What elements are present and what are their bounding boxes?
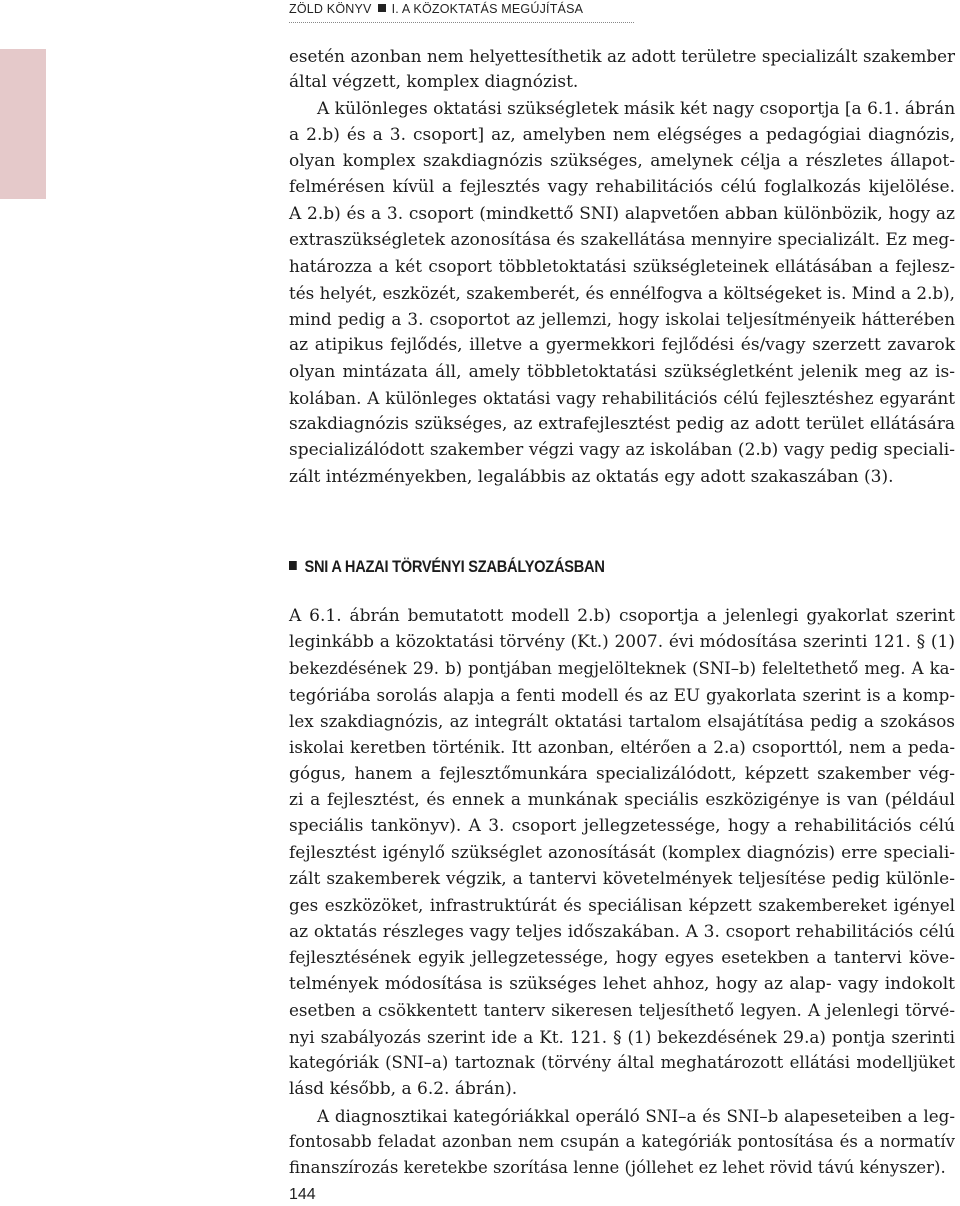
text-line: zált szakemberek végzik, a tantervi követelmények teljesítése pedig különle- [289,868,955,889]
text-line: finanszírozás keretekbe szorítása lenne (jóllehet ez lehet rövid távú kényszer). [289,1158,946,1178]
text-line: kategóriák (SNI–a) tartoznak (törvény által meghatározott ellátási modelljüket [289,1053,955,1073]
running-header-chapter: I. A KÖZOKTATÁS MEGÚJÍTÁSA [391,2,584,16]
running-header-book: ZÖLD KÖNYV [289,2,372,16]
text-line: az atipikus fejlődés, illetve a gyermekkori fejlődési és/vagy szerzett zavarok [289,335,955,356]
text-line: ges eszközöket, infrastruktúrát és speciálisan képzett szakembereket igényel [289,895,955,916]
text-line: fontosabb feladat azonban nem csupán a kategóriák pontosítása és a normatív [289,1131,955,1151]
text-line: lex szakdiagnózis, az integrált oktatási tartalom elsajátítása pedig a szokásos [289,711,955,732]
text-line: esetben a csökkentett tanterv sikeresen teljesíthető legyen. A jelenlegi törvé- [289,1000,955,1021]
text-line: fejlesztést igénylő szükséglet azonosítását (komplex diagnózis) erre speciali- [289,842,955,863]
text-line: A 6.1. ábrán bemutatott modell 2.b) csoportja a jelenlegi gyakorlat szerint [289,606,955,626]
section-heading [289,555,605,579]
text-line: szakdiagnózis szükséges, az extrafejlesztést pedig az adott terület ellátására [289,414,955,435]
text-line: zi a fejlesztést, és ennek a munkának speciális eszközigénye is van (például [289,790,955,811]
square-bullet-icon [378,4,386,12]
text-line: az oktatás részleges vagy teljes időszakában. A 3. csoport rehabilitációs célú [289,921,955,942]
running-header [289,2,634,23]
text-line: tegóriába sorolás alapja a fenti modell és az EU gyakorlata szerint is a komp- [289,684,955,705]
text-line: a 2.b) és a 3. csoport] az, amelyben nem elégséges a pedagógiai diagnózis, [289,124,955,145]
text-line: felmérésen kívül a fejlesztés vagy rehabilitációs célú foglalkozás kijelölése. [289,177,955,198]
body-text-bottom [289,603,955,1182]
text-line: speciális tankönyv). A 3. csoport jellegzetessége, hogy a rehabilitációs célú [289,816,955,837]
text-line: esetén azonban nem helyettesíthetik az adott területre specializált szakember [289,46,955,66]
text-line: olyan mintázata áll, amely többletoktatási szükségletként jelenik meg az is- [289,361,955,382]
text-line: zált intézményekben, legalábbis az oktatás egy adott szakaszában (3). [289,466,894,487]
text-line: kolában. A különleges oktatási vagy rehabilitációs célú fejlesztéshez egyaránt [289,387,955,408]
text-line: lásd később, a 6.2. ábrán). [289,1079,518,1100]
page-number: 144 [289,1186,316,1203]
section-heading-text: SNI A HAZAI TÖRVÉNYI SZABÁLYOZÁSBAN [304,557,605,576]
text-line: olyan komplex szakdiagnózis szükséges, amelynek célja a részletes állapot- [289,151,955,172]
body-text-top [289,43,955,490]
text-line: iskolai keretben történik. Itt azonban, eltérően a 2.a) csoporttól, nem a peda- [289,737,955,758]
text-line: mind pedig a 3. csoportot az jellemzi, hogy iskolai teljesítményeik hátterében [289,308,955,329]
square-bullet-icon [289,561,297,570]
chapter-side-tab [0,49,46,199]
text-line: által végzett, komplex diagnózist. [289,72,579,93]
text-line: A 2.b) és a 3. csoport (mindkettő SNI) alapvetően abban különbözik, hogy az [289,203,955,224]
text-line: gógus, hanem a fejlesztőmunkára specializálódott, képzett szakember vég- [289,763,955,784]
text-line: extraszükségletek azonosítása és szakellátása mennyire specializált. Ez meg- [289,230,956,251]
text-line: A különleges oktatási szükségletek másik két nagy csoportja [a 6.1. ábrán [317,98,956,119]
text-line: határozza a két csoport többletoktatási szükségleteinek ellátásában a fejlesz- [289,256,955,277]
text-line: telmények módosítása is szükséges lehet ahhoz, hogy az alap- vagy indokolt [289,974,955,995]
text-line: fejlesztésének egyik jellegzetessége, hogy egyes esetekben a tantervi köve- [289,947,955,968]
text-line: nyi szabályozás szerint ide a Kt. 121. § (1) bekezdésének 29.a) pontja szerinti [289,1026,955,1047]
text-line: specializálódott szakember végzi vagy az iskolában (2.b) vagy pedig speciali- [289,440,955,461]
text-line: bekezdésének 29. b) pontjában megjelölteknek (SNI–b) feleltethető meg. A ka- [289,658,955,678]
text-line: leginkább a közoktatási törvény (Kt.) 2007. évi módosítása szerinti 121. § (1) [289,632,955,653]
text-line: tés helyét, eszközét, szakemberét, és ennélfogva a költségeket is. Mind a 2.b), [289,282,955,303]
text-line: A diagnosztikai kategóriákkal operáló SNI–a és SNI–b alapeseteiben a leg- [317,1105,955,1126]
